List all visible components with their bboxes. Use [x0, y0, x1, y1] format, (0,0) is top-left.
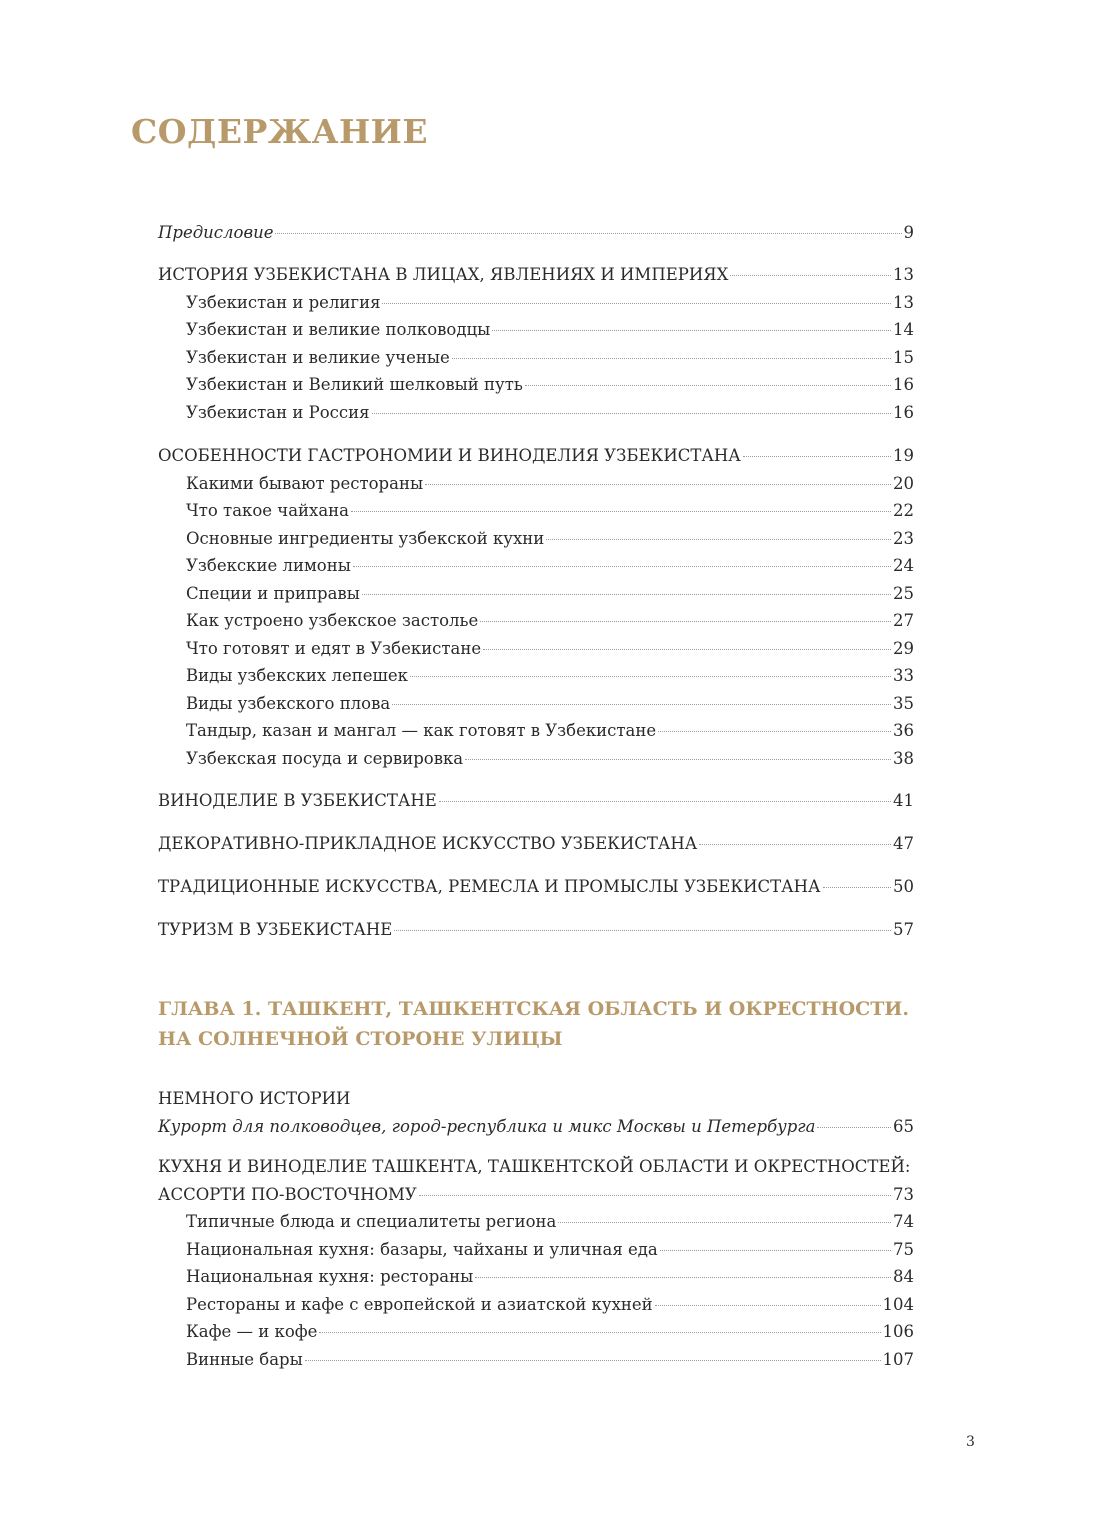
toc-entry[interactable]: [158, 289, 914, 317]
entry-title: Виды узбекского плова: [186, 693, 391, 713]
entry-title: Узбекистан и Великий шелковый путь: [186, 375, 523, 394]
toc-section-tourism: [158, 916, 914, 944]
dot-leader: [419, 1195, 891, 1196]
toc-entry[interactable]: [158, 580, 914, 608]
entry-title: ТУРИЗМ В УЗБЕКИСТАНЕ: [158, 920, 393, 939]
entry-title: Узбекистан и великие ученые: [186, 347, 450, 367]
dot-leader: [743, 456, 891, 457]
toc-heading-tourism[interactable]: [158, 916, 914, 944]
entry-page: 19: [893, 446, 914, 465]
entry-title: Специи и приправы: [186, 583, 360, 603]
dot-leader: [465, 759, 891, 760]
entry-page: 50: [893, 877, 914, 896]
entry-title: Курорт для полководцев, город-республика и микс Москвы и Петербурга: [158, 1116, 816, 1136]
entry-title: Какими бывают рестораны: [186, 473, 424, 493]
toc-entry[interactable]: [158, 399, 914, 427]
entry-page: 35: [893, 693, 914, 713]
entry-title: Типичные блюда и специалитеты региона: [186, 1212, 557, 1231]
toc-heading-kitchen-line1[interactable]: КУХНЯ И ВИНОДЕЛИЕ ТАШКЕНТА, ТАШКЕНТСКОЙ ОБЛАСТИ И ОКРЕСТНОСТЕЙ:: [158, 1157, 911, 1176]
entry-page: 9: [903, 223, 914, 242]
entry-title: ИСТОРИЯ УЗБЕКИСТАНА В ЛИЦАХ, ЯВЛЕНИЯХ И ИМПЕРИЯХ: [158, 265, 729, 284]
chapter-title-line1: ГЛАВА 1. ТАШКЕНТ, ТАШКЕНТСКАЯ ОБЛАСТЬ И ОКРЕСТНОСТИ.: [158, 998, 909, 1020]
entry-page: 13: [893, 265, 914, 284]
dot-leader: [655, 1305, 881, 1306]
entry-page: 106: [882, 1322, 914, 1341]
dot-leader: [353, 566, 891, 567]
toc-entry[interactable]: [158, 552, 914, 580]
entry-page: 16: [893, 375, 914, 394]
page-number: 3: [966, 1434, 975, 1450]
toc-entry[interactable]: [158, 470, 914, 498]
toc-entry[interactable]: [158, 344, 914, 372]
entry-page: 47: [893, 834, 914, 853]
entry-page: 22: [893, 501, 914, 520]
entry-page: 27: [893, 611, 914, 630]
toc-entry[interactable]: [158, 1208, 914, 1236]
toc-entry[interactable]: [158, 497, 914, 525]
toc-section-crafts: [158, 873, 914, 901]
entry-page: 20: [893, 473, 914, 493]
entry-title: Что такое чайхана: [186, 501, 350, 520]
chapter-title-line2: НА СОЛНЕЧНОЙ СТОРОНЕ УЛИЦЫ: [158, 1028, 563, 1050]
toc-entry[interactable]: [158, 1113, 914, 1141]
entry-page: 73: [893, 1184, 914, 1204]
entry-page: 84: [893, 1267, 914, 1286]
dot-leader: [392, 704, 891, 705]
entry-title: Кафе — и кофе: [186, 1322, 318, 1341]
dot-leader: [382, 303, 891, 304]
entry-title: Узбекская посуда и сервировка: [186, 748, 464, 768]
dot-leader: [817, 1127, 891, 1128]
entry-page: 15: [893, 347, 914, 367]
toc-chapter1-kitchen: [158, 1153, 914, 1373]
toc-section-decor: [158, 830, 914, 858]
dot-leader: [439, 801, 891, 802]
entry-page: 41: [893, 791, 914, 810]
dot-leader: [351, 511, 891, 512]
entry-title: Винные бары: [186, 1349, 303, 1369]
chapter-heading: [158, 994, 909, 1054]
entry-title: ОСОБЕННОСТИ ГАСТРОНОМИИ И ВИНОДЕЛИЯ УЗБЕКИСТАНА: [158, 446, 741, 465]
entry-page: 104: [882, 1294, 914, 1314]
dot-leader: [410, 676, 891, 677]
entry-title: АССОРТИ ПО-ВОСТОЧНОМУ: [158, 1184, 417, 1204]
toc-entry[interactable]: [158, 1236, 914, 1264]
entry-title: Узбекистан и религия: [186, 292, 381, 312]
toc-heading-wine[interactable]: [158, 787, 914, 815]
entry-page: 33: [893, 666, 914, 685]
toc-entry[interactable]: [158, 1318, 914, 1346]
toc-entry[interactable]: [158, 717, 914, 745]
toc-heading-kitchen-line2[interactable]: [158, 1181, 914, 1209]
entry-title: ВИНОДЕЛИЕ В УЗБЕКИСТАНЕ: [158, 791, 437, 810]
entry-title: Национальная кухня: базары, чайханы и уличная еда: [186, 1239, 658, 1259]
dot-leader: [475, 1277, 891, 1278]
toc-entry[interactable]: [158, 662, 914, 690]
toc-entry[interactable]: [158, 607, 914, 635]
toc-entry[interactable]: [158, 1263, 914, 1291]
toc-heading-gastronomy[interactable]: [158, 442, 914, 470]
toc-entry[interactable]: [158, 525, 914, 553]
dot-leader: [480, 621, 891, 622]
entry-title: Узбекистан и великие полководцы: [186, 320, 491, 339]
toc-entry-preface[interactable]: [158, 219, 914, 247]
dot-leader: [492, 330, 891, 331]
entry-page: 75: [893, 1239, 914, 1259]
entry-page: 29: [893, 638, 914, 658]
dot-leader: [546, 539, 891, 540]
toc-entry[interactable]: [158, 745, 914, 773]
entry-title: Рестораны и кафе с европейской и азиатской кухней: [186, 1294, 653, 1314]
entry-page: 38: [893, 748, 914, 768]
toc-heading-history[interactable]: [158, 261, 914, 289]
toc-section-gastronomy: [158, 442, 914, 772]
toc-section-wine: [158, 787, 914, 815]
toc-entry[interactable]: [158, 690, 914, 718]
dot-leader: [823, 887, 891, 888]
dot-leader: [275, 233, 901, 234]
entry-title: Как устроено узбекское застолье: [186, 611, 479, 630]
dot-leader: [730, 275, 891, 276]
entry-page: 74: [893, 1212, 914, 1231]
toc-heading-crafts[interactable]: [158, 873, 914, 901]
entry-page: 107: [882, 1349, 914, 1369]
entry-title: Узбекистан и Россия: [186, 402, 370, 422]
entry-title: Национальная кухня: рестораны: [186, 1267, 474, 1286]
page-title: СОДЕРЖАНИЕ: [131, 112, 429, 151]
entry-title: Виды узбекских лепешек: [186, 666, 408, 685]
dot-leader: [658, 731, 891, 732]
entry-page: 65: [893, 1116, 914, 1136]
toc-heading-decor[interactable]: [158, 830, 914, 858]
entry-page: 36: [893, 721, 914, 740]
dot-leader: [558, 1222, 891, 1223]
dot-leader: [305, 1360, 881, 1361]
entry-title: Тандыр, казан и мангал — как готовят в Узбекистане: [186, 721, 657, 740]
dot-leader: [362, 594, 891, 595]
entry-title: ТРАДИЦИОННЫЕ ИСКУССТВА, РЕМЕСЛА И ПРОМЫСЛЫ УЗБЕКИСТАНА: [158, 877, 821, 896]
toc-entry[interactable]: [158, 1291, 914, 1319]
entry-title: Что готовят и едят в Узбекистане: [186, 638, 482, 658]
entry-page: 16: [893, 402, 914, 422]
dot-leader: [660, 1250, 891, 1251]
dot-leader: [525, 385, 891, 386]
entry-page: 13: [893, 292, 914, 312]
entry-title: Предисловие: [158, 223, 274, 242]
entry-page: 25: [893, 583, 914, 603]
dot-leader: [372, 413, 891, 414]
entry-title: ДЕКОРАТИВНО-ПРИКЛАДНОЕ ИСКУССТВО УЗБЕКИСТАНА: [158, 834, 698, 853]
entry-title: Узбекские лимоны: [186, 556, 351, 575]
toc-preface: [158, 219, 914, 247]
toc-entry[interactable]: [158, 316, 914, 344]
toc-chapter1-history: [158, 1085, 914, 1140]
toc-entry[interactable]: [158, 371, 914, 399]
toc-heading-history-ch1[interactable]: НЕМНОГО ИСТОРИИ: [158, 1089, 351, 1108]
entry-page: 14: [893, 320, 914, 339]
toc-section-history: [158, 261, 914, 426]
dot-leader: [452, 358, 891, 359]
entry-page: 24: [893, 556, 914, 575]
toc-entry[interactable]: [158, 635, 914, 663]
entry-page: 23: [893, 528, 914, 548]
dot-leader: [319, 1332, 880, 1333]
toc-entry[interactable]: [158, 1346, 914, 1374]
dot-leader: [483, 649, 891, 650]
dot-leader: [425, 484, 891, 485]
dot-leader: [699, 844, 891, 845]
dot-leader: [394, 930, 891, 931]
entry-page: 57: [893, 920, 914, 939]
entry-title: Основные ингредиенты узбекской кухни: [186, 528, 545, 548]
